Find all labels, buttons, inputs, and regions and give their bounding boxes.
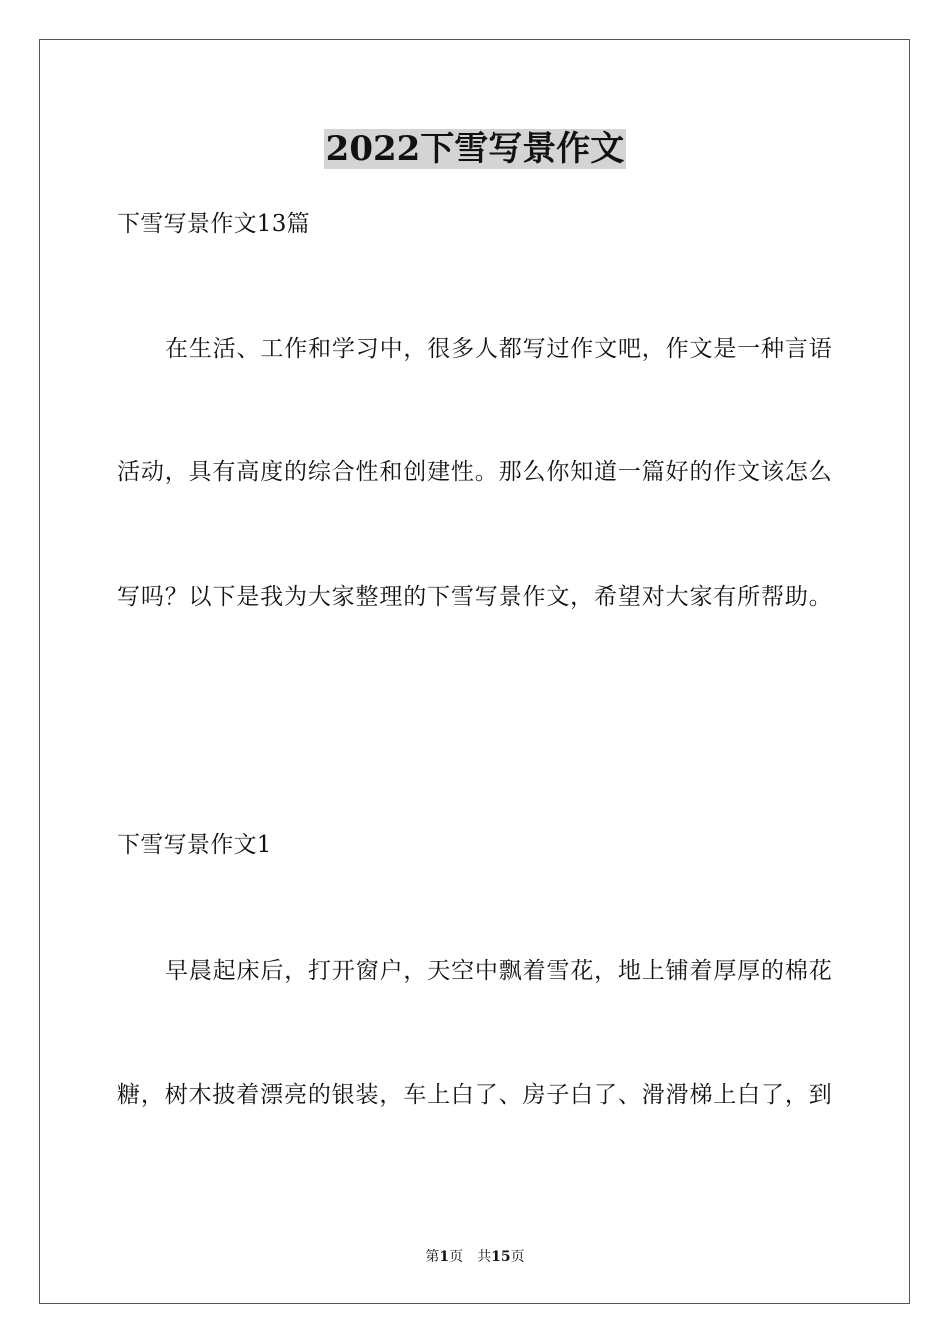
section-paragraph-line-1: 早晨起床后，打开窗户，天空中飘着雪花，地上铺着厚厚的棉花: [165, 958, 832, 984]
document-subtitle: 下雪写景作文13篇: [117, 211, 310, 237]
page-footer: [0, 1247, 950, 1267]
page-number-suffix: 页: [510, 1249, 525, 1265]
document-title: [0, 126, 950, 172]
page-number-mid: 页 共: [449, 1249, 492, 1265]
document-title-text: 2022下雪写景作文: [325, 129, 625, 169]
section-heading: 下雪写景作文1: [117, 832, 272, 858]
page-number-current: 1: [439, 1249, 450, 1265]
intro-paragraph-line-1: 在生活、工作和学习中，很多人都写过作文吧，作文是一种言语: [165, 336, 832, 362]
intro-paragraph-line-2: 活动，具有高度的综合性和创建性。那么你知道一篇好的作文该怎么: [117, 459, 832, 485]
section-paragraph-line-2: 糖，树木披着漂亮的银装，车上白了、房子白了、滑滑梯上白了，到: [117, 1082, 832, 1108]
page-number-total: 15: [491, 1249, 511, 1265]
page-number-prefix: 第: [425, 1249, 440, 1265]
intro-paragraph-line-3: 写吗？以下是我为大家整理的下雪写景作文，希望对大家有所帮助。: [117, 584, 832, 610]
